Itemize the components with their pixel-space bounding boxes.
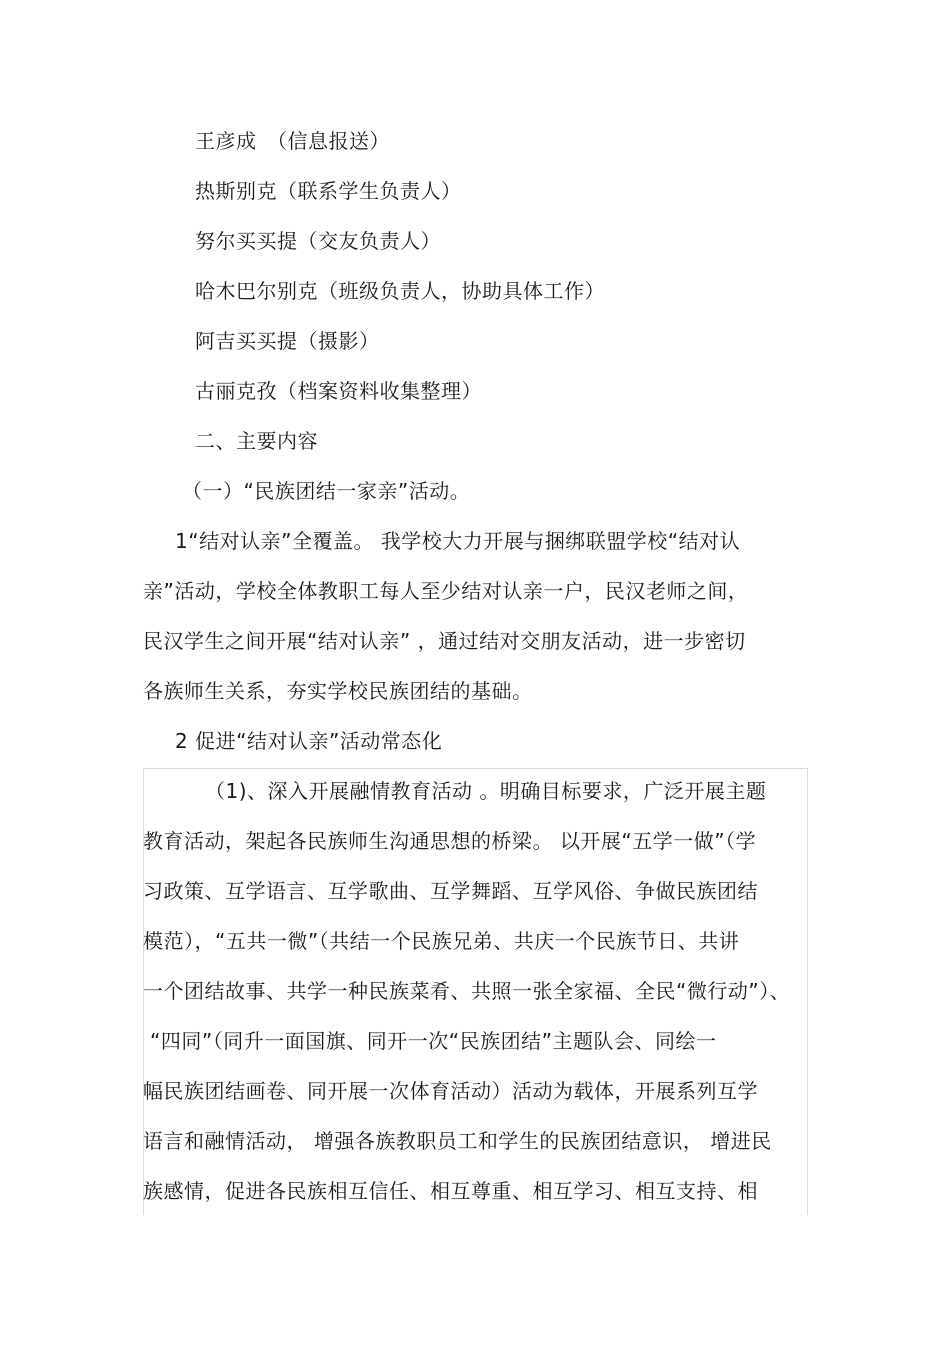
- item2-heading: 2 促进“结对认亲”活动常态化: [175, 729, 443, 753]
- paragraph-line: 各族师生关系，夯实学校民族团结的基础。: [143, 679, 533, 703]
- staff-line: 努尔买买提（交友负责人）: [195, 229, 441, 253]
- staff-line: 热斯别克（联系学生负责人）: [195, 179, 462, 203]
- paragraph-line: 习政策、互学语言、互学歌曲、互学舞蹈、互学风俗、争做民族团结: [143, 879, 758, 903]
- paragraph-line: 亲”活动，学校全体教职工每人至少结对认亲一户，民汉老师之间，: [143, 579, 749, 603]
- staff-line: 阿吉买买提（摄影）: [195, 329, 380, 353]
- paragraph-line: 模范），“五共一微”（共结一个民族兄弟、共庆一个民族节日、共讲: [143, 929, 740, 953]
- paragraph-line: “四同”（同升一面国旗、同开一次“民族团结”主题队会、同绘一: [150, 1029, 717, 1053]
- staff-line: 哈木巴尔别克（班级负责人，协助具体工作）: [195, 279, 605, 303]
- paragraph-line: （1)、深入开展融情教育活动 。明确目标要求，广泛开展主题: [205, 779, 767, 803]
- staff-line: 古丽克孜（档案资料收集整理）: [195, 379, 482, 403]
- staff-line: 王彦成 （信息报送）: [195, 129, 390, 153]
- paragraph-line: 语言和融情活动， 增强各族教职员工和学生的民族团结意识， 增进民: [143, 1129, 772, 1153]
- section-heading: 二、主要内容: [195, 429, 318, 453]
- paragraph-line: 民汉学生之间开展“结对认亲” ，通过结对交朋友活动，进一步密切: [143, 629, 746, 653]
- subsection-heading: （一）“民族团结一家亲”活动。: [182, 479, 471, 503]
- paragraph-line: 幅民族团结画卷、同开展一次体育活动）活动为载体，开展系列互学: [143, 1079, 758, 1103]
- paragraph-line: 族感情，促进各民族相互信任、相互尊重、相互学习、相互支持、相: [143, 1179, 758, 1203]
- paragraph-line: 教育活动，架起各民族师生沟通思想的桥梁。 以开展“五学一做”（学: [143, 829, 757, 853]
- paragraph-line: 一个团结故事、共学一种民族菜肴、共照一张全家福、全民“微行动”）、: [143, 979, 791, 1003]
- paragraph-line: 1“结对认亲”全覆盖。 我学校大力开展与捆绑联盟学校“结对认: [175, 529, 741, 553]
